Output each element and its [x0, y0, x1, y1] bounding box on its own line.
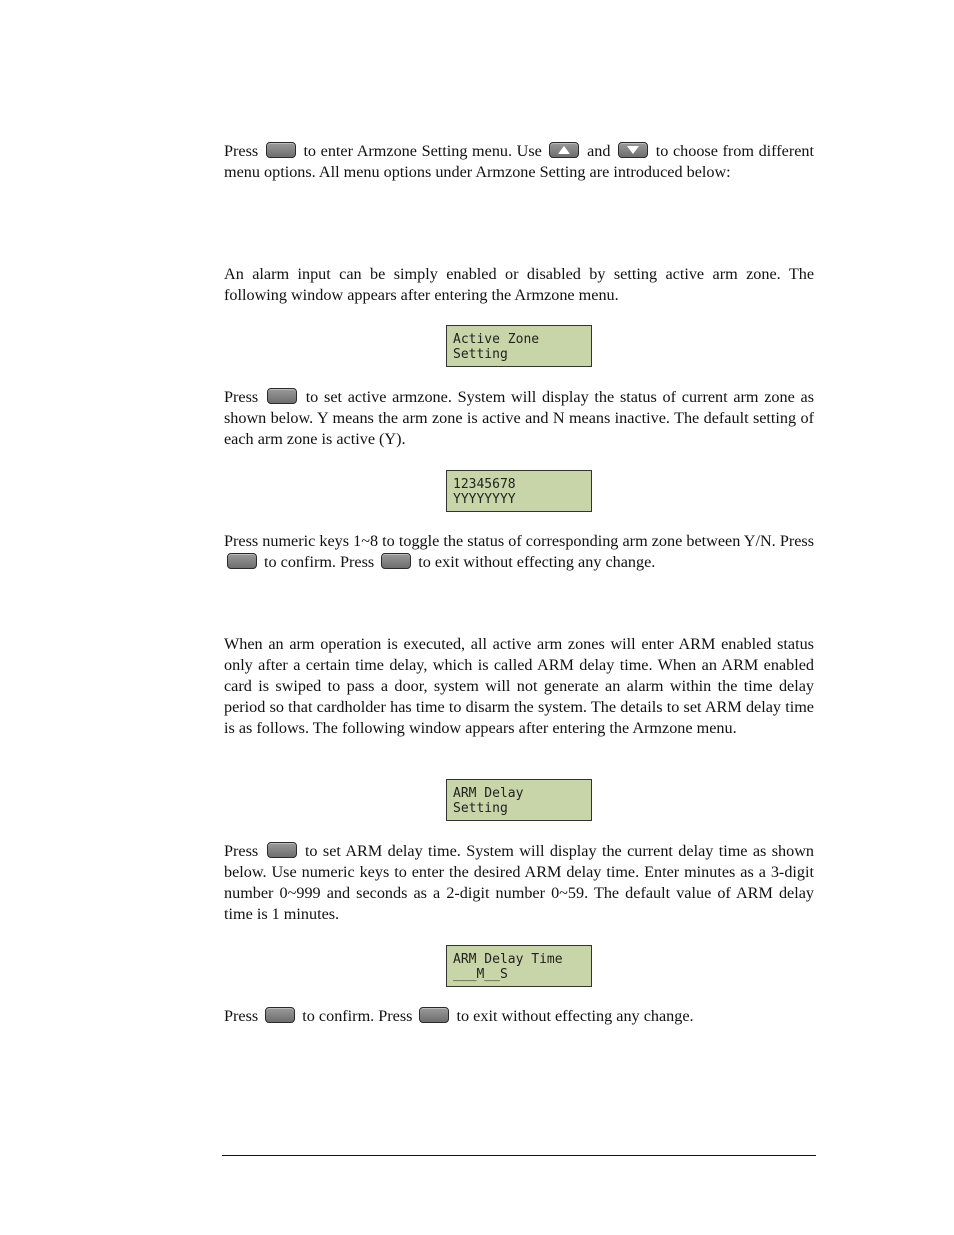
- lcd-line-1: ARM Delay: [453, 786, 524, 801]
- arm-delay-confirm-paragraph: [224, 1006, 814, 1027]
- lcd-active-zone-setting: [446, 325, 592, 367]
- enter-key-icon: [266, 142, 296, 158]
- footer-divider: [222, 1155, 816, 1156]
- intro-text-2: to enter Armzone Setting menu. Use: [303, 142, 542, 160]
- lcd-line-1: 12345678: [453, 477, 516, 492]
- text: Press: [224, 388, 259, 406]
- text: to set ARM delay time. System will display the current delay time as shown below. Use numeric keys to enter the desired ARM delay time. Enter minutes as a 3-digit number 0~999 and seconds as a 2-digit number 0~59. The default value of ARM delay time is 1 minutes.: [224, 842, 814, 923]
- enter-key-icon: [267, 842, 297, 858]
- lcd-line-2: YYYYYYYY: [453, 492, 516, 507]
- text: to set active armzone. System will display the status of current arm zone as shown below. Y means the arm zone is active and N means inactive. The default setting of each arm zone is active (Y).: [224, 388, 815, 448]
- exit-key-icon: [381, 553, 411, 569]
- text: Press: [224, 1007, 259, 1025]
- text: to exit without effecting any change.: [418, 553, 656, 571]
- enter-key-icon: [267, 388, 297, 404]
- lcd-line-1: ARM Delay Time: [453, 952, 563, 967]
- text: Press numeric keys 1~8 to toggle the status of corresponding arm zone between Y/N. Press: [224, 532, 814, 550]
- lcd-zone-status: [446, 470, 592, 512]
- lcd-line-2: Setting: [453, 347, 508, 362]
- lcd-arm-delay-time: [446, 945, 592, 987]
- down-arrow-key-icon: [618, 142, 648, 158]
- text: Press: [224, 842, 259, 860]
- text: to exit without effecting any change.: [456, 1007, 694, 1025]
- active-zone-instructions: [224, 387, 814, 450]
- exit-key-icon: [419, 1007, 449, 1023]
- text: to confirm. Press: [264, 553, 375, 571]
- arm-delay-intro: When an arm operation is executed, all active arm zones will enter ARM enabled status only after a certain time delay, which is called ARM delay time. When an ARM enabled card is swiped to pass a door, system will not generate an alarm within the time delay period so that cardholder has time to disarm the system. The details to set ARM delay time is as follows. The following window appears after entering the Armzone menu.: [224, 635, 814, 737]
- confirm-key-icon: [227, 553, 257, 569]
- intro-text-4: to choose from different menu options. All menu options under Armzone Setting are introduced below:: [224, 142, 815, 181]
- intro-text-3: and: [587, 142, 611, 160]
- text: to confirm. Press: [302, 1007, 413, 1025]
- intro-text-1: Press: [224, 142, 259, 160]
- active-zone-toggle-paragraph: [224, 531, 814, 573]
- intro-paragraph: [224, 141, 814, 183]
- confirm-key-icon: [265, 1007, 295, 1023]
- lcd-line-2: ___M__S: [453, 967, 508, 982]
- lcd-line-2: Setting: [453, 801, 508, 816]
- arm-delay-instructions: [224, 841, 814, 925]
- active-zone-intro: An alarm input can be simply enabled or disabled by setting active arm zone. The following window appears after entering the Armzone menu.: [224, 265, 814, 304]
- lcd-arm-delay-setting: [446, 779, 592, 821]
- lcd-line-1: Active Zone: [453, 332, 540, 347]
- up-arrow-key-icon: [549, 142, 579, 158]
